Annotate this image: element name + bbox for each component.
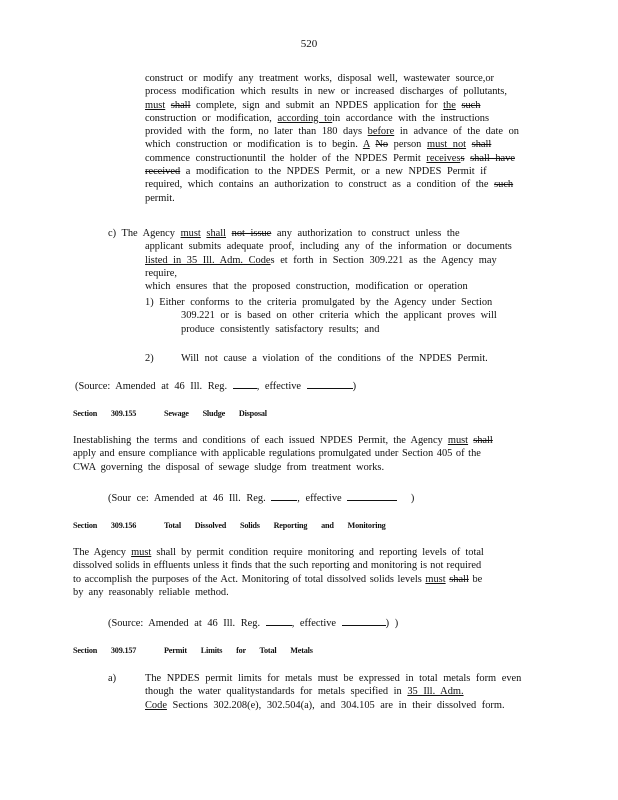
deleted-text: shall [471,139,492,151]
text-line [145,152,525,165]
deleted-text: shall [473,435,493,446]
text-line: 1) Either conforms to the criteria promulgated by the Agency under Section [145,297,493,308]
text-line: which ensures that the proposed construction, modification or operation [145,281,468,293]
text: in advance of the date on [399,126,519,138]
page-number: 520 [300,38,318,50]
text-line: by any reasonably reliable method. [73,586,229,598]
text-line: produce consistently satisfactory results; and [181,323,380,335]
text-line [108,254,528,281]
blank-field [347,491,397,501]
blank-field [342,616,386,626]
text-line [145,138,525,151]
text: complete, sign and submit an NPDES application for [190,99,444,111]
text: be [468,573,483,585]
section-number: Section 309.156 [73,521,137,530]
text-line: apply and ensure compliance with applicable regulations promulgated under Section 405 of the [73,448,481,460]
section-heading [73,409,267,418]
text: commence constructionuntil the holder of the NPDES Permit [145,152,427,164]
text-line: applicant submits adequate proof, including any of the information or documents [145,241,512,253]
list-item-1 [145,296,525,336]
deleted-text: shall have [470,152,515,164]
inserted-text: A [362,139,370,151]
blank-field [307,379,353,389]
source-note [108,616,398,629]
deleted-text: shall [170,99,191,111]
text: which construction or modification is to begin. [145,139,363,151]
list-item-2 [145,352,545,365]
text-line: dissolved solids in effluents unless it finds that the such reporting and monitoring is not required [73,560,482,572]
inserted-text: must not [426,139,467,151]
section-155-body [73,434,531,474]
text-line: process modification which results in new or increased discharges of pollutants, [145,86,507,98]
text-line [73,573,531,586]
source-text: ) [410,493,415,504]
text-line [145,165,525,178]
text-line: permit. [145,192,175,204]
inserted-text: 35 Ill. Adm. [407,686,464,698]
section-156-body [73,546,531,599]
text-line: CWA governing the disposal of sewage sludge from treatment works. [73,461,385,473]
deleted-text: received [145,166,181,178]
section-heading [73,646,313,655]
source-text: , effective [256,381,302,392]
text-line [145,112,525,125]
text-line: 309.221 or is based on other criteria which the applicant proves will [181,310,497,322]
item-label: a) [108,673,117,684]
deleted-text: No [375,139,389,151]
inserted-text: according to [277,112,333,124]
inserted-text: before [367,126,395,138]
text-line [108,699,538,712]
inserted-text: the [443,99,456,111]
inserted-text: must [447,435,469,446]
text-line [108,685,538,698]
blank-field [266,616,292,626]
text: Sections 302.208(e), 302.504(a), and 304.105 are in their dissolved form. [166,699,505,711]
text-line [145,99,525,112]
source-note [108,491,414,504]
paragraph-c [108,227,528,293]
inserted-text: Code [145,699,167,711]
source-text: ) ) [385,618,399,629]
section-title: Permit Limits for Total Metals [164,646,313,655]
source-text: (Source: Amended at 46 Ill. Reg. [75,381,228,392]
text-line: The NPDES permit limits for metals must be expressed in total metals form even [145,673,522,684]
inserted-text: shall [206,228,227,239]
source-text: (Source: Amended at 46 Ill. Reg. [108,618,261,629]
source-text: (Sour ce: Amended at 46 Ill. Reg. [108,493,266,504]
text: to accomplish the purposes of the Act. Monitoring of total dissolved solids levels [73,573,426,585]
text: provided with the form, no later than 180 days [145,126,368,138]
inserted-text: must [180,228,201,239]
blank-field [233,379,257,389]
section-title: Total Dissolved Solids Reporting and Monitoring [164,521,386,530]
section-heading [73,521,386,530]
text-line [108,227,528,240]
source-text: ) [352,381,357,392]
section-number: Section 309.157 [73,646,137,655]
text: c) The Agency [108,228,181,239]
text: construction or modification, [145,112,278,124]
text: shall by permit condition require monitoring and reporting levels of total [151,547,484,558]
source-text: , effective [297,493,342,504]
deleted-text: s [460,152,465,164]
inserted-text: listed in 35 Ill. Adm. Code [145,254,271,266]
text-line [145,125,525,138]
text: modification to the NPDES Permit, or a new NPDES Permit if [190,166,487,178]
source-note [75,379,356,392]
text: required, which contains an authorization to construct as a condition of the [145,179,495,191]
deleted-text: such [461,99,481,111]
item-number: 2) [145,353,154,364]
inserted-text: must [131,547,152,558]
inserted-text: must [145,99,166,111]
text: though the water qualitystandards for metals specified in [145,686,408,698]
text: a [180,166,191,178]
deleted-text: such [494,179,514,191]
text: Inestablishing the terms and conditions of each issued NPDES Permit, the Agency [73,435,448,446]
deleted-text: shall [449,573,469,585]
deleted-text: not issue [231,228,272,239]
text: any authorization to construct unless the [271,228,460,239]
source-text: , effective [291,618,337,629]
section-157-item-a [108,672,538,712]
paragraph-a-continuation [145,72,525,205]
section-number: Section 309.155 [73,409,137,418]
item-text: Will not cause a violation of the conditions of the NPDES Permit. [181,353,488,364]
text-line: construct or modify any treatment works, disposal well, wastewater source,or [145,73,495,84]
deleted-text: in accordance with the instructions [332,112,490,124]
blank-field [271,491,297,501]
section-title: Sewage Sludge Disposal [164,409,267,418]
text: s et forth in Section 309.221 as the Agency may require, [145,254,497,279]
text: person [388,139,427,151]
inserted-text: must [425,573,446,585]
text-line [73,434,531,447]
text: The Agency [73,547,132,558]
text-line [73,546,531,559]
inserted-text: receives [426,152,461,164]
text-line [145,178,525,191]
